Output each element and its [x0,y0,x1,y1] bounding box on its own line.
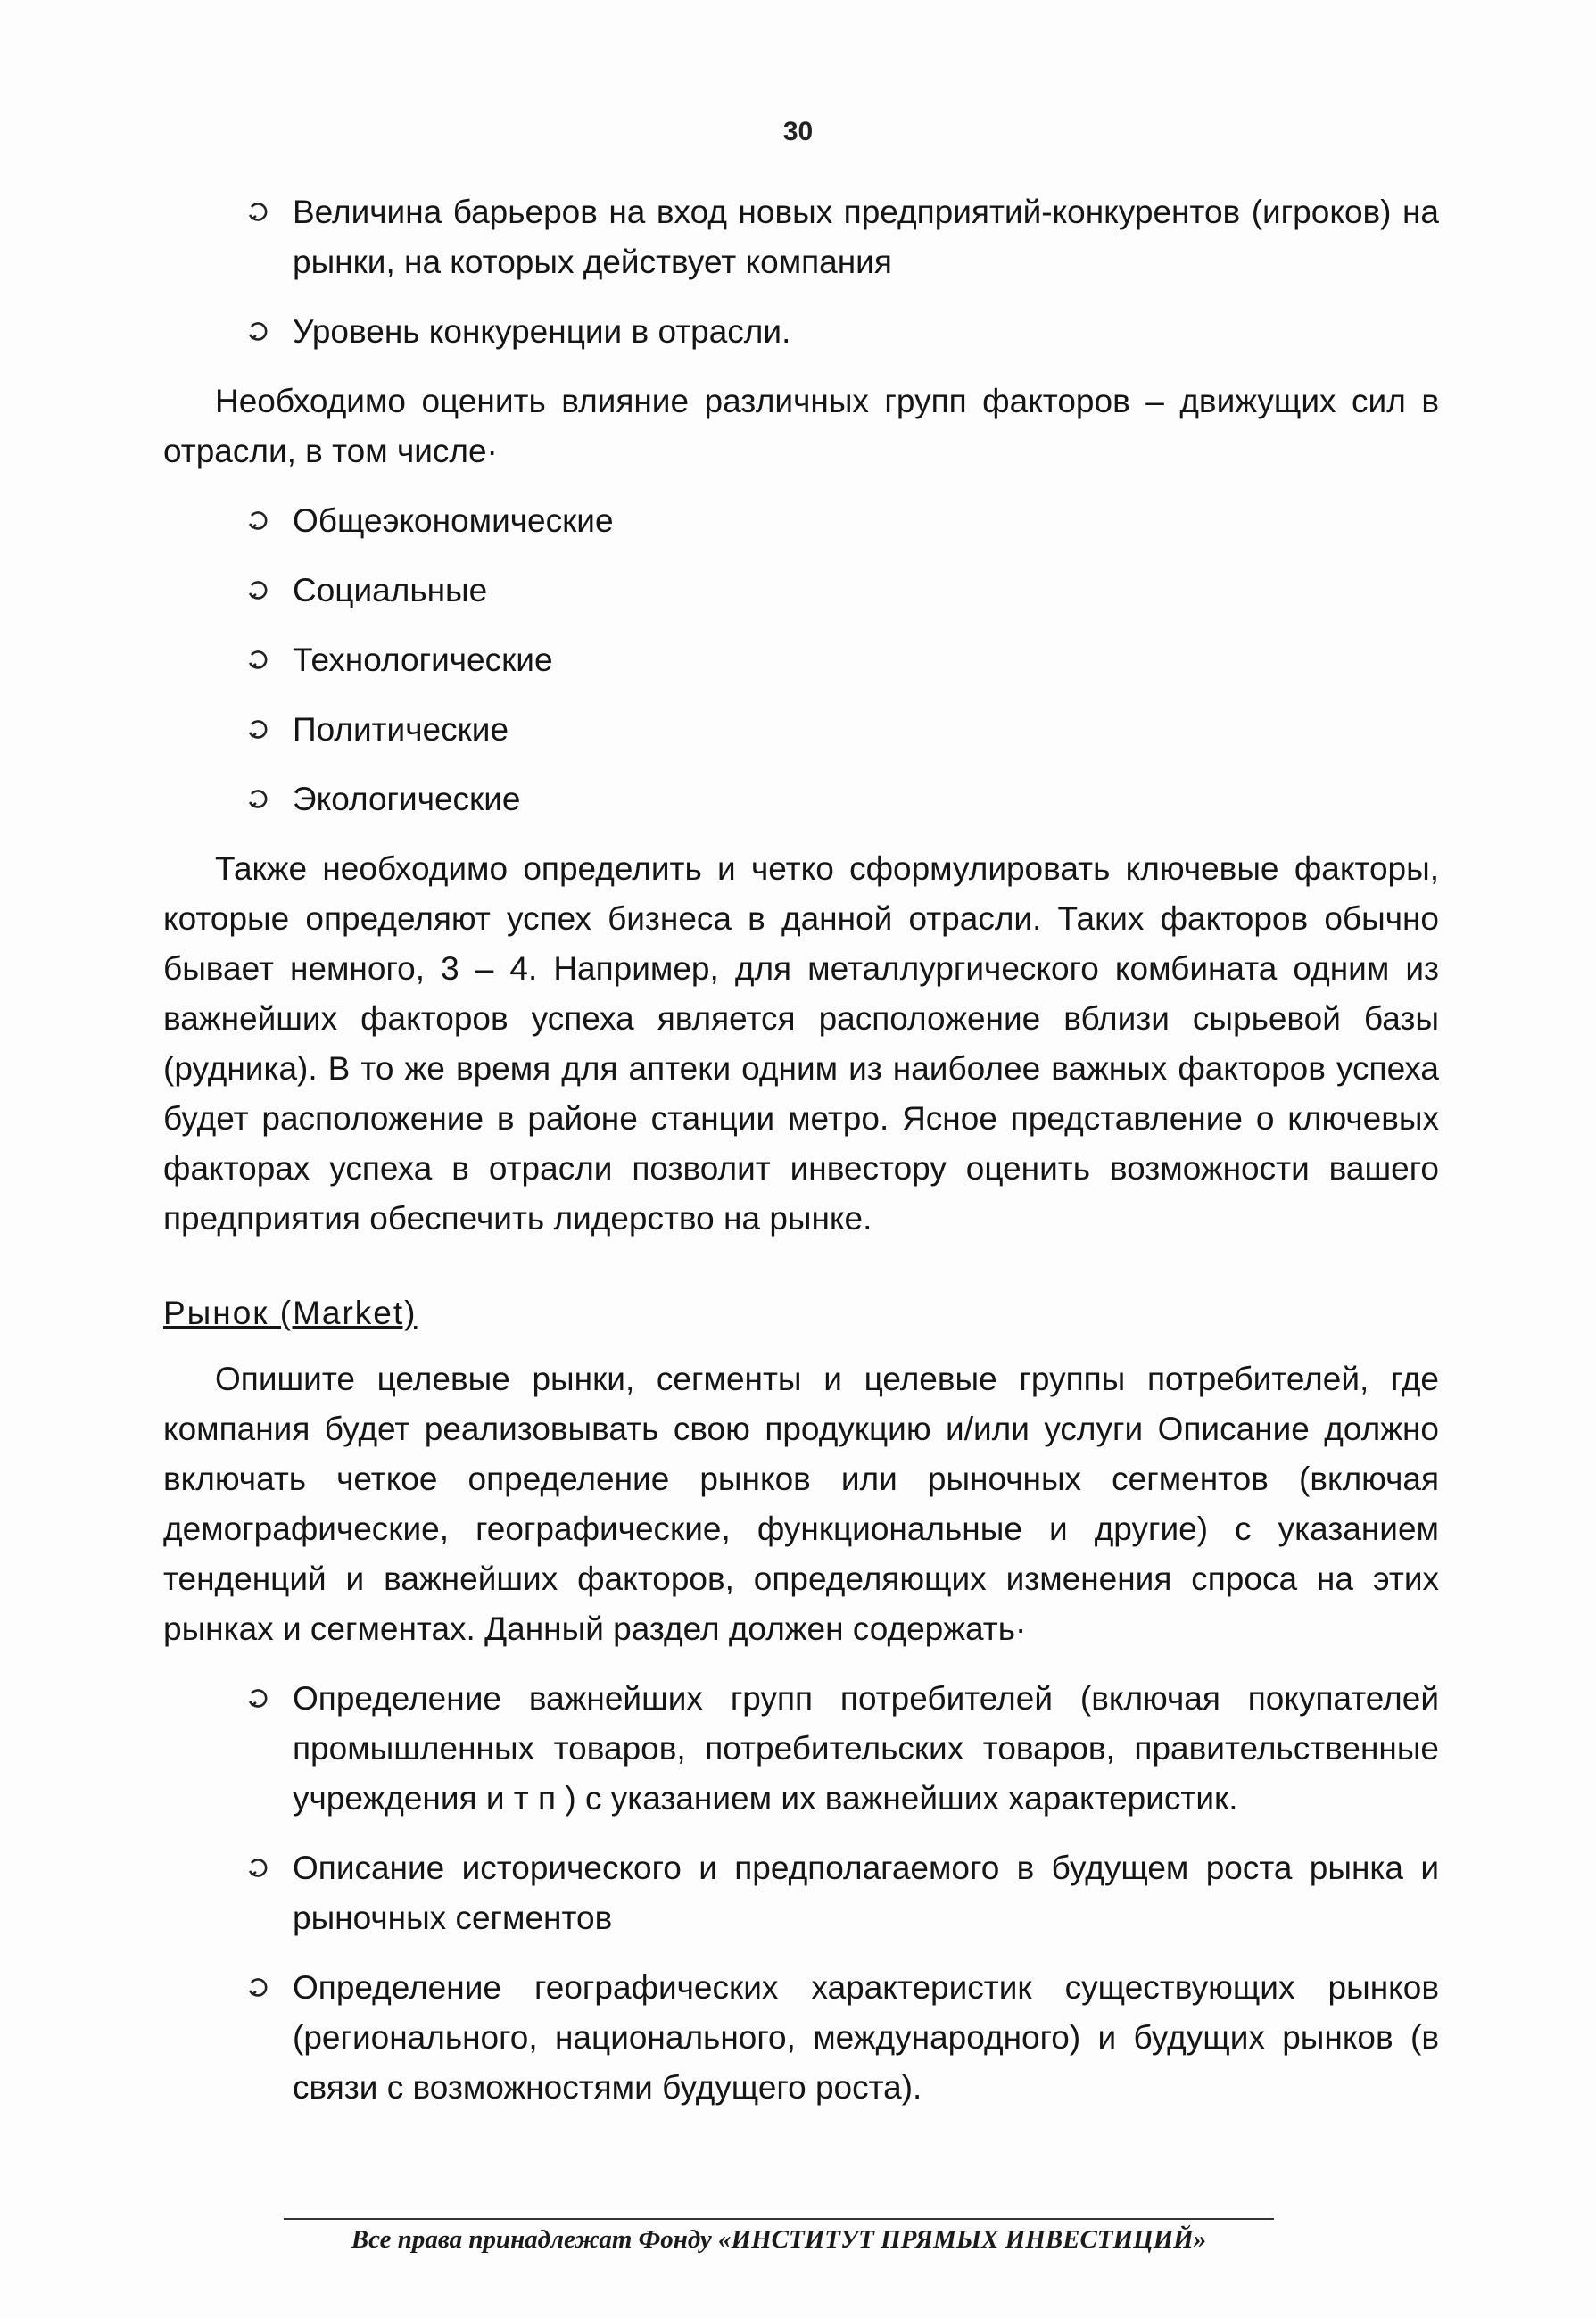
bullet-item [248,1963,1439,2113]
section-heading-market: Рынок (Market) [163,1295,418,1331]
paragraph-factors-intro: Необходимо оценить влияние различных групп факторов – движущих сил в отрасли, в том числе· [163,383,1439,469]
arrow-bullet-icon [248,774,293,824]
bullet-item [248,187,1439,287]
arrow-bullet-icon [248,307,293,357]
bullet-text: Социальные [293,572,488,608]
bullet-text: Технологические [293,642,553,678]
bullet-item [248,307,1439,357]
arrow-bullet-icon [248,1674,293,1724]
bullet-item [248,566,1439,616]
arrow-bullet-icon [248,1963,293,2013]
arrow-bullet-icon [248,496,293,546]
arrow-bullet-icon [248,1843,293,1893]
footer-divider [284,2218,1274,2220]
bullet-text: Общеэкономические [293,502,614,539]
page-number: 30 [782,117,814,146]
arrow-bullet-icon [248,635,293,685]
arrow-bullet-icon [248,566,293,616]
bullet-item [248,635,1439,685]
bullet-text: Экологические [293,781,521,817]
arrow-bullet-icon [248,187,293,237]
bullet-item [248,705,1439,755]
paragraph-market-description: Опишите целевые рынки, сегменты и целевые группы потребителей, где компания будет реализовывать свою продукцию и/или услуги Описание должно включать четкое определение рынков или рыночных сегментов (включая демографические, географические, функциональные и другие) с указанием тенденций и важнейших факторов, определяющих изменения спроса на этих рынках и сегментах. Данный раздел должен содержать· [163,1361,1439,1647]
bullet-item [248,1843,1439,1943]
bullet-item [248,774,1439,824]
bullet-text: Политические [293,711,509,748]
arrow-bullet-icon [248,705,293,755]
paragraph-key-factors: Также необходимо определить и четко сформулировать ключевые факторы, которые определяют успех бизнеса в данной отрасли. Таких факторов обычно бывает немного, 3 – 4. Например, для металлургического комбината одним из важнейших факторов успеха является расположение вблизи сырьевой базы (рудника). В то же время для аптеки одним из наиболее важных факторов успеха будет расположение в районе станции метро. Ясное представление о ключевых факторах успеха в отрасли позволит инвестору оценить возможности вашего предприятия обеспечить лидерство на рынке. [163,850,1439,1237]
bullet-text: Уровень конкуренции в отрасли. [293,313,791,350]
bullet-text: Величина барьеров на вход новых предприятий-конкурентов (игроков) на рынки, на которых действует компания [293,194,1439,280]
page-content [163,187,1439,2132]
bullet-text: Описание исторического и предполагаемого в будущем роста рынка и рыночных сегментов [293,1850,1439,1936]
bullet-item [248,496,1439,546]
bullet-item [248,1674,1439,1824]
footer-copyright: Все права принадлежат Фонду «ИНСТИТУТ ПРЯМЫХ ИНВЕСТИЦИЙ» [351,2225,1207,2254]
bullet-text: Определение географических характеристик существующих рынков (регионального, национального, международного) и будущих рынков (в связи с возможностями будущего роста). [293,1969,1439,2106]
bullet-text: Определение важнейших групп потребителей (включая покупателей промышленных товаров, потребительских товаров, правительственные учреждения и т п ) с указанием их важнейших характеристик. [293,1680,1439,1817]
